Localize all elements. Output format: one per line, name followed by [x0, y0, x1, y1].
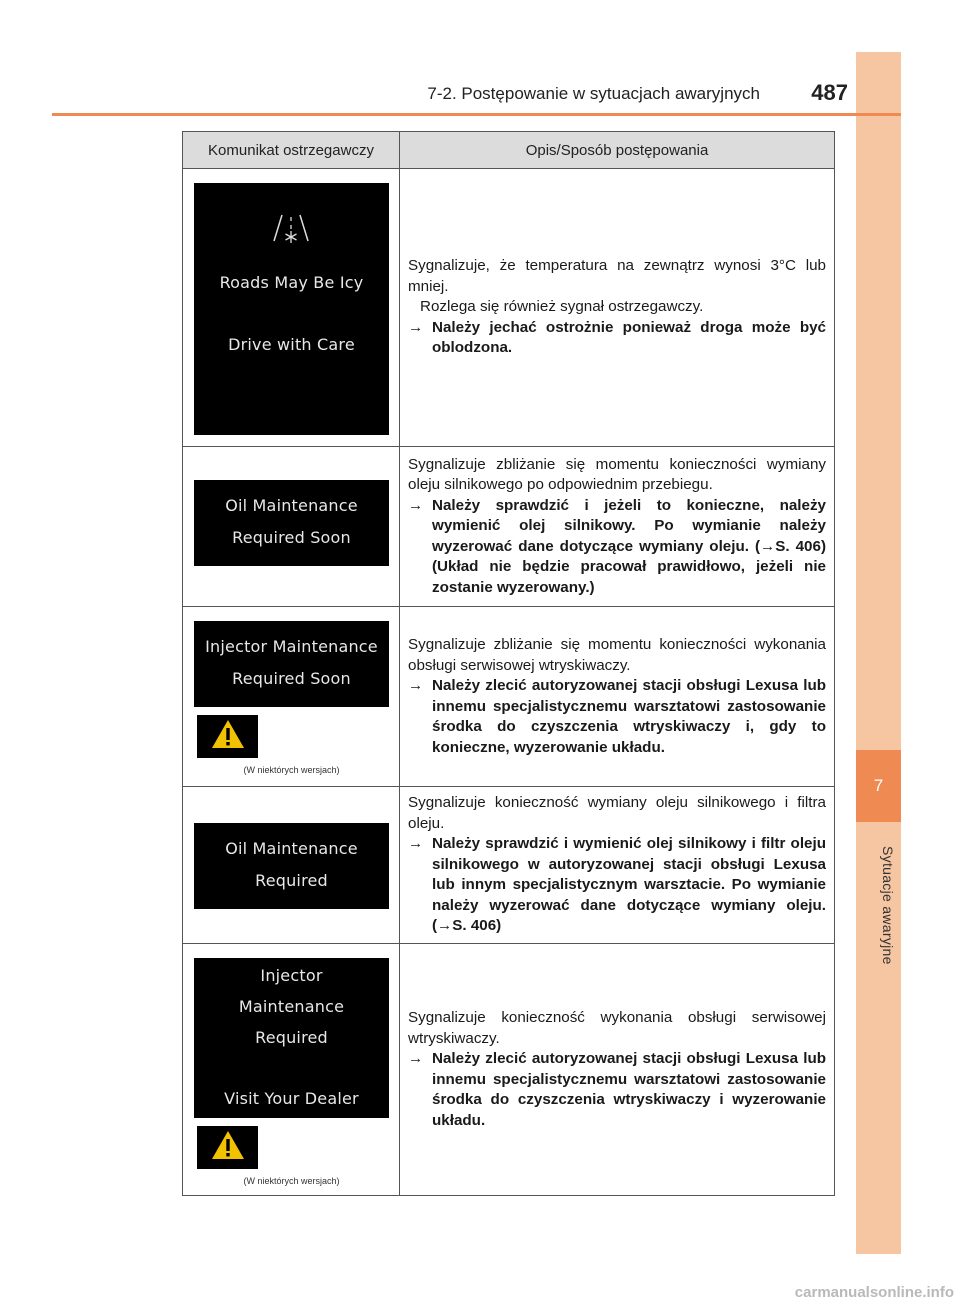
description-text: Sygnalizuje konieczność wymiany oleju silnikowego i filtra oleju.: [408, 794, 826, 832]
arrow-icon: →: [408, 318, 424, 336]
side-tab-strip: [856, 52, 901, 1254]
description-text: Sygnalizuje, że temperatura na zewnątrz wynosi 3°C lub mniej.: [408, 257, 826, 295]
arrow-icon: →: [408, 496, 424, 514]
column-header-description: Opis/Sposób postępowania: [525, 142, 709, 159]
screen-text-line: Oil Maintenance: [225, 496, 358, 515]
action-text: Należy zlecić autoryzowanej stacji obsługi Lexusa lub innemu specjalistycznemu warsztatowi zastosowanie środka do czyszczenia wtryskiwaczy i, gdy to konieczne, wyzerowanie układu.: [432, 677, 826, 756]
description-cell: [400, 169, 834, 446]
table-row: [183, 447, 834, 607]
screen-text-line: Oil Maintenance: [225, 839, 358, 858]
arrow-icon: →: [408, 835, 424, 853]
warning-triangle-icon: [210, 718, 246, 755]
screen-text-line: Maintenance: [238, 997, 345, 1016]
display-screen: [194, 823, 389, 909]
arrow-icon: →: [408, 677, 424, 694]
description-text: Sygnalizuje zbliżanie się momentu konieczności wykonania obsługi serwisowej wtryskiwaczy.: [408, 636, 826, 674]
action-instruction: [408, 318, 826, 359]
arrow-icon: →: [408, 1050, 424, 1067]
message-cell: [183, 447, 400, 606]
warning-indicator: [197, 715, 258, 758]
display-screen: [194, 621, 389, 707]
action-instruction: [408, 496, 826, 599]
section-title: 7-2. Postępowanie w sytuacjach awaryjnych: [427, 84, 760, 103]
warning-triangle-icon: [210, 1129, 246, 1166]
action-text: Należy sprawdzić i jeżeli to konieczne, należy wymienić olej silnikowy. Po wymianie należy wyzerować dane dotyczące wymiany oleju. (→S. 406) (Układ nie będzie pracował prawidłowo, jeżeli nie zostanie wyzerowany.): [432, 496, 826, 596]
action-text: Należy sprawdzić i wymienić olej silnikowy i filtr oleju silnikowego w autoryzowanej stacji obsługi Lexusa lub innym specjalistycznym warsztacie. Po wymianie należy wyzerować dane dotyczące wymiany oleju. (→S. 406): [432, 835, 826, 935]
action-instruction: [408, 676, 826, 758]
column-header-message: Komunikat ostrzegawczy: [183, 132, 400, 169]
warning-messages-table: [182, 131, 835, 1196]
table-row: [183, 169, 834, 447]
page-number: 487: [811, 80, 848, 105]
message-cell: [183, 944, 400, 1195]
message-cell: [183, 169, 400, 446]
action-instruction: [408, 1049, 826, 1131]
screen-text-line: Roads May Be Icy: [219, 273, 364, 292]
chapter-label: Sytuacje awaryjne: [880, 845, 896, 965]
table-header: [183, 132, 834, 169]
screen-text-line: Injector: [260, 966, 323, 985]
action-text: Należy jechać ostrożnie ponieważ droga może być oblodzona.: [432, 318, 826, 357]
warning-indicator: [197, 1126, 258, 1169]
description-cell: [400, 447, 834, 606]
screen-text-line: Injector Maintenance: [205, 637, 378, 656]
table-row: [183, 787, 834, 944]
version-caption: (W niektórych wersjach): [243, 765, 340, 775]
description-text: Sygnalizuje zbliżanie się momentu konieczności wymiany oleju silnikowego po odpowiednim przebiegu.: [408, 455, 826, 494]
description-cell: [400, 607, 834, 786]
description-cell: [400, 944, 834, 1195]
screen-text-line: Drive with Care: [228, 335, 355, 354]
message-cell: [183, 787, 400, 943]
action-text: Należy zlecić autoryzowanej stacji obsługi Lexusa lub innemu specjalistycznemu warsztatowi zastosowanie środka do czyszczenia wtryskiwaczy i wyzerowanie układu.: [432, 1050, 826, 1129]
action-instruction: [408, 834, 826, 937]
message-cell: [183, 607, 400, 786]
description-note: Rozlega się również sygnał ostrzegawczy.: [420, 298, 704, 316]
screen-text-line: Required Soon: [232, 669, 351, 688]
chapter-number-tab[interactable]: 7: [856, 750, 901, 822]
version-caption: (W niektórych wersjach): [243, 1176, 340, 1186]
screen-text-line: Required: [255, 871, 328, 890]
footer-watermark: carmanualsonline.info: [794, 1284, 954, 1301]
display-screen: [194, 480, 389, 566]
header-divider: [52, 113, 901, 116]
display-screen: [194, 958, 389, 1118]
screen-text-line: Required Soon: [232, 528, 351, 547]
description-cell: [400, 787, 834, 943]
table-row: [183, 607, 834, 787]
description-text: Sygnalizuje konieczność wykonania obsługi serwisowej wtryskiwaczy.: [408, 1009, 826, 1047]
display-screen: [194, 183, 389, 435]
table-row: [183, 944, 834, 1195]
screen-text-line: Required: [255, 1028, 328, 1047]
screen-text-line: Visit Your Dealer: [224, 1089, 359, 1108]
road-ice-icon: [272, 213, 310, 245]
